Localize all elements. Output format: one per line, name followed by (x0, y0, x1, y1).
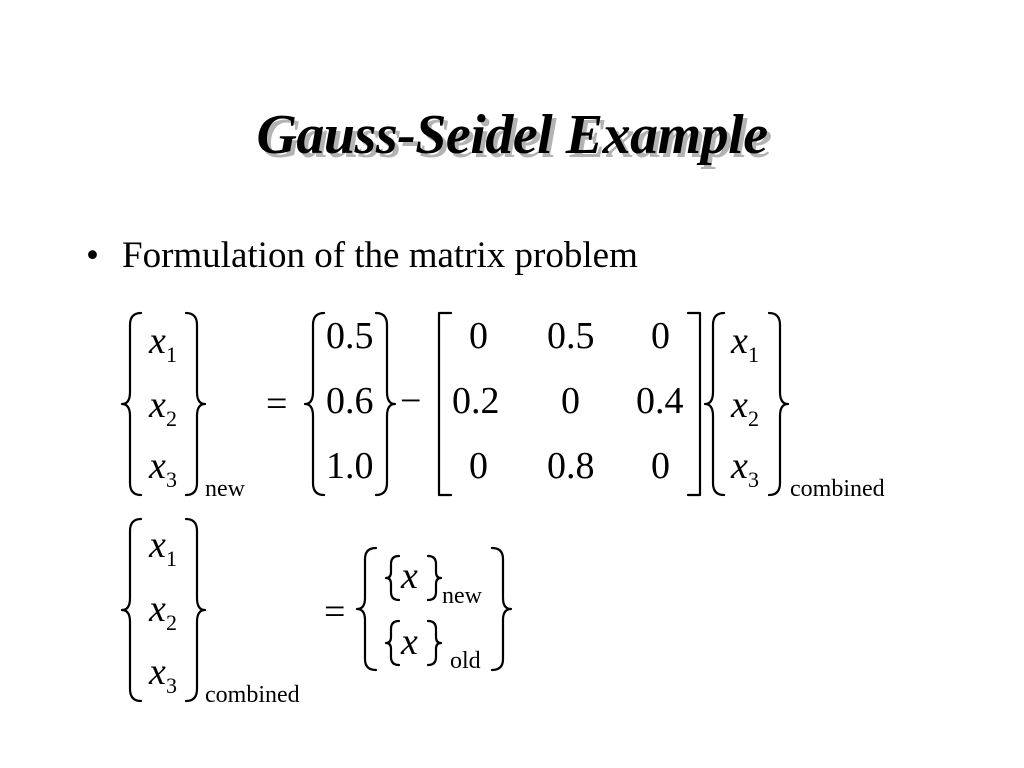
rhs-x3-sub: 3 (748, 467, 759, 492)
lhs-label-new: new (205, 476, 245, 502)
matrix-cell-1-1: 0 (469, 315, 488, 357)
lhs-x2-var: x (149, 384, 166, 426)
const-value-1: 0.5 (326, 315, 374, 357)
eq2-rhs-right-brace (492, 548, 511, 670)
eq2-new-right-brace (428, 556, 441, 600)
const-value-2: 0.6 (326, 380, 374, 422)
eq2-lhs-label-combined: combined (205, 682, 300, 708)
eq2-old-left-brace (386, 621, 399, 665)
matrix-cell-2-3: 0.4 (636, 380, 684, 422)
slide-title: Gauss-Seidel Example (256, 104, 768, 166)
minus-sign: − (400, 380, 422, 422)
matrix-cell-2-2: 0 (561, 380, 580, 422)
equation-1 (122, 313, 885, 502)
lhs-x1-var: x (149, 320, 166, 362)
const-right-brace (376, 313, 395, 495)
bullet-text: Formulation of the matrix problem (122, 235, 638, 276)
rhs-x1-sub: 1 (748, 342, 759, 367)
rhs-right-brace (769, 313, 788, 495)
bullet-dot: • (86, 235, 99, 276)
rhs-x3-var: x (731, 445, 748, 487)
rhs-x2-sub: 2 (748, 406, 759, 431)
rhs-x2-var: x (731, 384, 748, 426)
rhs-x1-var: x (731, 320, 748, 362)
eq2-x1-sub: 1 (166, 546, 177, 571)
lhs-left-brace (122, 313, 141, 495)
eq2-old-var: x (401, 621, 418, 663)
eq2-new-left-brace (386, 556, 399, 600)
matrix-cell-2-1: 0.2 (452, 380, 500, 422)
matrix-cell-1-3: 0 (651, 315, 670, 357)
matrix-cell-3-2: 0.8 (547, 445, 595, 487)
eq2-rhs-left-brace (357, 548, 376, 670)
eq2-x2-var: x (149, 588, 166, 630)
equals-sign-2: = (324, 591, 346, 633)
rhs-left-brace (705, 313, 724, 495)
eq2-old-right-brace (428, 621, 441, 665)
eq2-x3-sub: 3 (166, 673, 177, 698)
eq2-x3-var: x (149, 651, 166, 693)
equals-sign-1: = (266, 383, 288, 425)
matrix-cell-3-3: 0 (651, 445, 670, 487)
eq2-new-var: x (401, 555, 418, 597)
const-value-3: 1.0 (326, 445, 374, 487)
eq2-x2-sub: 2 (166, 610, 177, 635)
lhs-right-brace (186, 313, 205, 495)
equation-2 (122, 519, 511, 708)
matrix-left-bracket (439, 313, 451, 495)
lhs-x1-sub: 1 (166, 342, 177, 367)
lhs-x3-sub: 3 (166, 467, 177, 492)
lhs-x3-var: x (149, 445, 166, 487)
rhs-label-combined: combined (790, 476, 885, 502)
eq2-x1-var: x (149, 524, 166, 566)
eq2-lhs-left-brace (122, 519, 141, 701)
eq2-lhs-right-brace (186, 519, 205, 701)
matrix-cell-3-1: 0 (469, 445, 488, 487)
matrix-cell-1-2: 0.5 (547, 315, 595, 357)
eq2-new-label: new (442, 583, 482, 609)
const-left-brace (305, 313, 324, 495)
eq2-old-label: old (450, 648, 481, 674)
lhs-x2-sub: 2 (166, 406, 177, 431)
matrix-right-bracket (688, 313, 700, 495)
